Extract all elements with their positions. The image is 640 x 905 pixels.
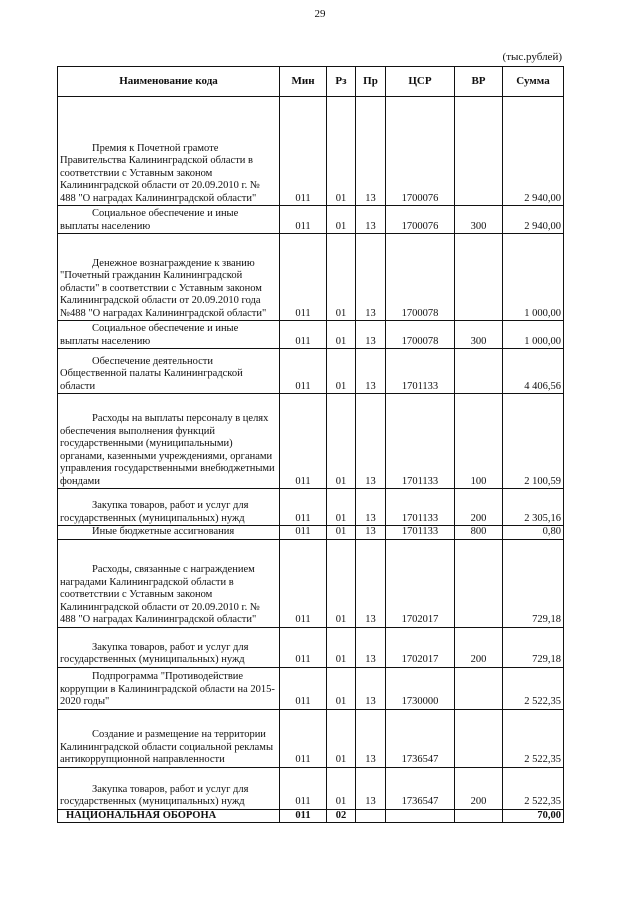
table-row (58, 489, 564, 526)
row-min: 011 (280, 97, 327, 206)
row-name: Закупка товаров, работ и услуг для государственных (муниципальных) нужд (58, 767, 280, 809)
table-row (58, 349, 564, 394)
total-min: 011 (280, 809, 327, 823)
row-pr: 13 (356, 627, 386, 667)
row-pr: 13 (356, 539, 386, 627)
row-rz: 01 (327, 349, 356, 394)
row-pr: 13 (356, 767, 386, 809)
row-vr (455, 709, 503, 767)
row-rz: 01 (327, 206, 356, 234)
row-name: Подпрограмма "Противодействие коррупции в Калининградской области на 2015-2020 годы" (58, 667, 280, 709)
row-csr: 1700076 (386, 97, 455, 206)
table-row (58, 97, 564, 206)
row-name: Закупка товаров, работ и услуг для государственных (муниципальных) нужд (58, 489, 280, 526)
row-sum: 2 940,00 (503, 97, 564, 206)
row-pr: 13 (356, 97, 386, 206)
row-pr: 13 (356, 667, 386, 709)
table-header-row (58, 67, 564, 97)
table-row (58, 667, 564, 709)
row-name: Обеспечение деятельности Общественной палаты Калининградской области (58, 349, 280, 394)
row-sum: 1 000,00 (503, 234, 564, 321)
row-csr: 1701133 (386, 394, 455, 489)
row-min: 011 (280, 234, 327, 321)
row-sum: 0,80 (503, 526, 564, 540)
row-vr (455, 539, 503, 627)
row-name: Денежное вознаграждение к званию "Почетный гражданин Калининградской области" в соответствии с Уставным законом Калининградской области от 20.09.2010 года №488 "О наградах Калининградской области" (58, 234, 280, 321)
row-sum: 2 522,35 (503, 667, 564, 709)
total-row (58, 809, 564, 823)
row-sum: 729,18 (503, 539, 564, 627)
row-pr: 13 (356, 206, 386, 234)
row-csr: 1701133 (386, 349, 455, 394)
table-row (58, 526, 564, 540)
row-min: 011 (280, 489, 327, 526)
row-rz: 01 (327, 627, 356, 667)
row-min: 011 (280, 394, 327, 489)
row-sum: 4 406,56 (503, 349, 564, 394)
row-sum: 2 100,59 (503, 394, 564, 489)
row-min: 011 (280, 321, 327, 349)
row-pr: 13 (356, 489, 386, 526)
row-rz: 01 (327, 234, 356, 321)
row-rz: 01 (327, 709, 356, 767)
row-csr: 1730000 (386, 667, 455, 709)
table-row (58, 321, 564, 349)
row-name: Премия к Почетной грамоте Правительства Калининградской области в соответствии с Уставным законом Калининградской области от 20.09.2010 г. № 488 "О наградах Калининградской области" (58, 97, 280, 206)
row-rz: 01 (327, 97, 356, 206)
header-rz: Рз (327, 67, 356, 97)
row-csr: 1702017 (386, 627, 455, 667)
row-rz: 01 (327, 526, 356, 540)
table-row (58, 709, 564, 767)
row-vr: 200 (455, 767, 503, 809)
row-sum: 2 522,35 (503, 767, 564, 809)
units-label: (тыс.рублей) (502, 51, 562, 63)
row-rz: 01 (327, 321, 356, 349)
row-min: 011 (280, 539, 327, 627)
row-vr: 200 (455, 489, 503, 526)
row-name: Создание и размещение на территории Калининградской области социальной рекламы антикоррупционной направленности (58, 709, 280, 767)
row-vr: 200 (455, 627, 503, 667)
total-name: НАЦИОНАЛЬНАЯ ОБОРОНА (58, 809, 280, 823)
row-name: Расходы, связанные с награждением наградами Калининградской области в соответствии с Уставным законом Калининградской области от 20.09.2010 г. № 488 "О наградах Калининградской области" (58, 539, 280, 627)
row-pr: 13 (356, 526, 386, 540)
row-min: 011 (280, 709, 327, 767)
row-pr: 13 (356, 321, 386, 349)
row-vr (455, 667, 503, 709)
header-pr: Пр (356, 67, 386, 97)
row-sum: 2 940,00 (503, 206, 564, 234)
table-row (58, 206, 564, 234)
table-row (58, 539, 564, 627)
row-name: Иные бюджетные ассигнования (58, 526, 280, 540)
total-rz: 02 (327, 809, 356, 823)
page-number: 29 (314, 8, 326, 20)
row-csr: 1736547 (386, 709, 455, 767)
row-vr (455, 234, 503, 321)
row-vr (455, 97, 503, 206)
row-vr: 800 (455, 526, 503, 540)
total-csr (386, 809, 455, 823)
row-rz: 01 (327, 489, 356, 526)
row-csr: 1701133 (386, 489, 455, 526)
row-min: 011 (280, 349, 327, 394)
row-csr: 1736547 (386, 767, 455, 809)
row-name: Расходы на выплаты персоналу в целях обеспечения выполнения функций государственными (муниципальными) органами, казенными учреждениями, органами управления государственными внебюджетными фондами (58, 394, 280, 489)
row-min: 011 (280, 206, 327, 234)
header-csr: ЦСР (386, 67, 455, 97)
header-sum: Сумма (503, 67, 564, 97)
total-vr (455, 809, 503, 823)
row-min: 011 (280, 767, 327, 809)
row-min: 011 (280, 667, 327, 709)
row-sum: 2 305,16 (503, 489, 564, 526)
table-row (58, 627, 564, 667)
row-min: 011 (280, 627, 327, 667)
row-vr (455, 349, 503, 394)
row-sum: 2 522,35 (503, 709, 564, 767)
row-pr: 13 (356, 234, 386, 321)
row-csr: 1700076 (386, 206, 455, 234)
table-row (58, 767, 564, 809)
row-name: Закупка товаров, работ и услуг для государственных (муниципальных) нужд (58, 627, 280, 667)
row-csr: 1701133 (386, 526, 455, 540)
row-vr: 100 (455, 394, 503, 489)
row-min: 011 (280, 526, 327, 540)
row-vr: 300 (455, 321, 503, 349)
row-sum: 1 000,00 (503, 321, 564, 349)
row-sum: 729,18 (503, 627, 564, 667)
row-rz: 01 (327, 767, 356, 809)
row-pr: 13 (356, 394, 386, 489)
row-csr: 1702017 (386, 539, 455, 627)
row-csr: 1700078 (386, 321, 455, 349)
row-name: Социальное обеспечение и иные выплаты населению (58, 206, 280, 234)
row-vr: 300 (455, 206, 503, 234)
budget-table (57, 66, 564, 823)
row-rz: 01 (327, 667, 356, 709)
table-row (58, 234, 564, 321)
header-name: Наименование кода (58, 67, 280, 97)
row-csr: 1700078 (386, 234, 455, 321)
row-rz: 01 (327, 539, 356, 627)
row-pr: 13 (356, 709, 386, 767)
table-row (58, 394, 564, 489)
total-pr (356, 809, 386, 823)
row-rz: 01 (327, 394, 356, 489)
total-sum: 70,00 (503, 809, 564, 823)
header-min: Мин (280, 67, 327, 97)
row-name: Социальное обеспечение и иные выплаты населению (58, 321, 280, 349)
header-vr: ВР (455, 67, 503, 97)
row-pr: 13 (356, 349, 386, 394)
